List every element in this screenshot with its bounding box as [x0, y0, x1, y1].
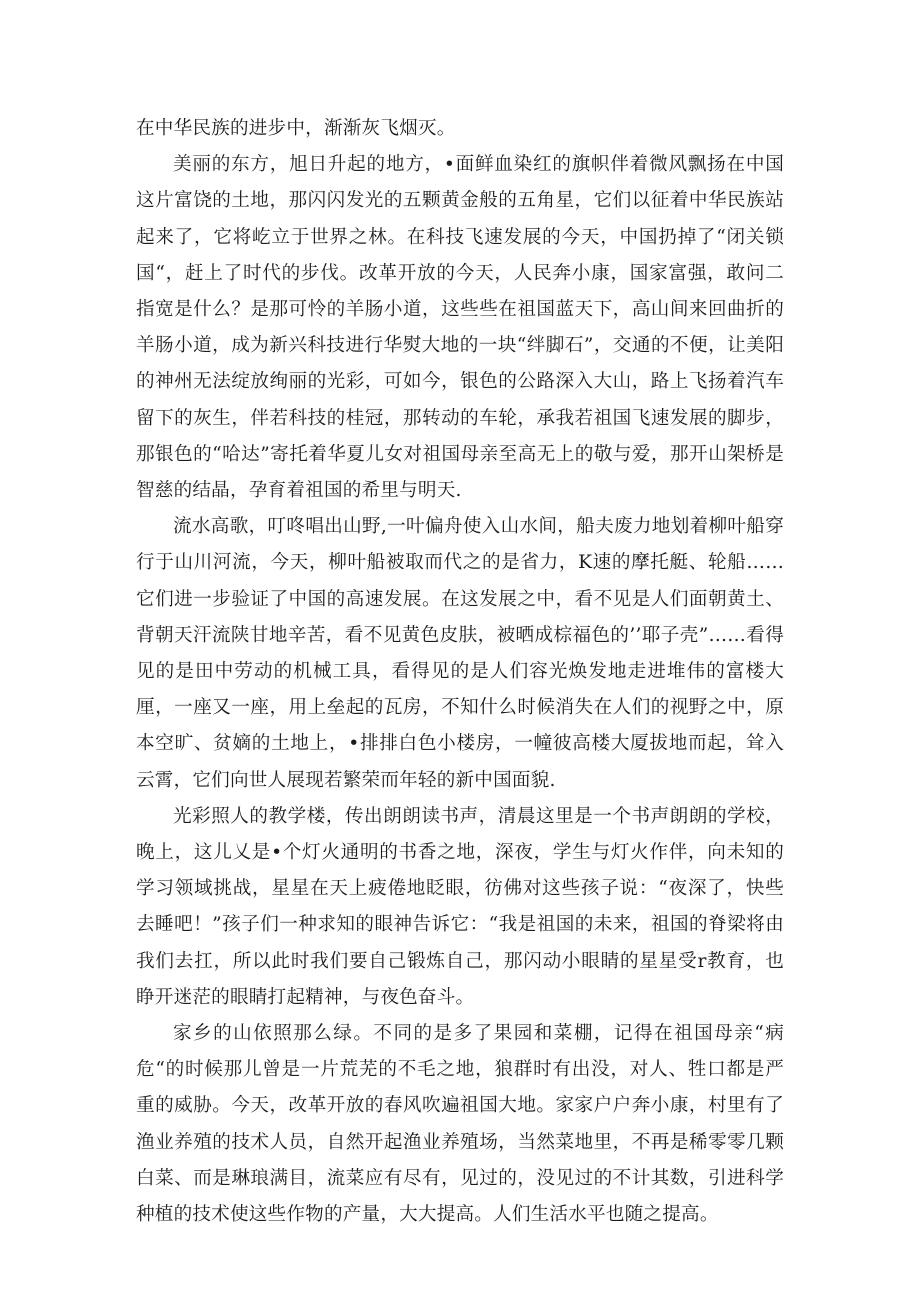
paragraph-2: 美丽的东方，旭日升起的地方，•面鲜血染红的旗帜伴着微风飘扬在中国这片富饶的土地，那闪闪发光的五颗黄金般的五角星，它们以征着中华民族站起来了，它将屹立于世界之林。在科技飞速发展的今天，中国扔掉了“闭关锁国“，赶上了时代的步伐。改革开放的今天，人民奔小康，国家富强，敢问二指宽是什么？是那可怜的羊肠小道，这些些在祖国蓝天下，高山间来回曲折的羊肠小道，成为新兴科技进行华熨大地的一块“绊脚石”，交通的不便，让美阳的神州无法绽放绚丽的光彩，可如今，银色的公路深入大山，路上飞扬着汽车留下的灰生，伴若科技的桂冠，那转动的车轮，承我若祖国飞速发展的脚步，那银色的“哈达”寄托着华夏儿女对祖国母亲至高无上的敬与爱，那开山架桥是智慈的结晶，孕育着祖国的希里与明天.: [136, 154, 784, 502]
paragraph-3: 流水高歌，叮咚唱出山野,一叶偏舟使入山水间，船夫废力地划着柳叶船穿行于山川河流，今天，柳叶船被取而代之的是省力，K速的摩托艇、轮船……它们进一步验证了中国的高速发展。在这发展之中，看不见是人们面朝黄土、背朝天汗流陕甘地辛苦，看不见黄色皮肤，被晒成棕福色的’’耶子壳”……看得见的是田中劳动的机械工具，看得见的是人们容光焕发地走进堆伟的富楼大厘，一座又一座，用上垒起的瓦房，不知什么时候消失在人们的视野之中，原本空旷、贫嫡的土地上，•排排白色小楼房，一幢彼高楼大厦拔地而起，耸入云霄，它们向世人展现若繁荣而年轻的新中国面貌.: [136, 516, 784, 791]
document-body: [136, 111, 784, 1233]
paragraph-5: 家乡的山依照那么绿。不同的是多了果园和菜棚，记得在祖国母亲“病危“的时候那儿曾是一片荒芜的不毛之地，狼群时有出没，对人、牲口都是严重的威胁。今天，改革开放的春风吹遍祖国大地。家家户户奔小康，村里有了渔业养殖的技术人员，自然开起渔业养殖场，当然菜地里，不再是稀零零几颗白菜、而是琳琅满目，流菜应有尽有，见过的，没见过的不计其数，引进科学种植的技术使这些作物的产量，大大提高。人们生活水平也随之提高。: [136, 1023, 784, 1226]
paragraph-4: 光彩照人的教学楼，传出朗朗读书声，清晨这里是一个书声朗朗的学校，晚上，这儿乂是•个灯火通明的书香之地，深夜，学生与灯火作伴，向未知的学习领域挑战，星星在天上疲倦地眨眼，彷佛对这些孩子说：“夜深了，快些去睡吧！”孩子们一种求知的眼神告诉它：“我是祖国的未来，祖国的脊梁将由我们去扛，所以此时我们要自己锻炼自己，那闪动小眼睛的星星受r教育，也睁开迷茫的眼睛打起精神，与夜色奋斗。: [136, 805, 784, 1008]
paragraph-1: 在中华民族的进步中，渐渐灰飞烟灭。: [136, 118, 456, 139]
